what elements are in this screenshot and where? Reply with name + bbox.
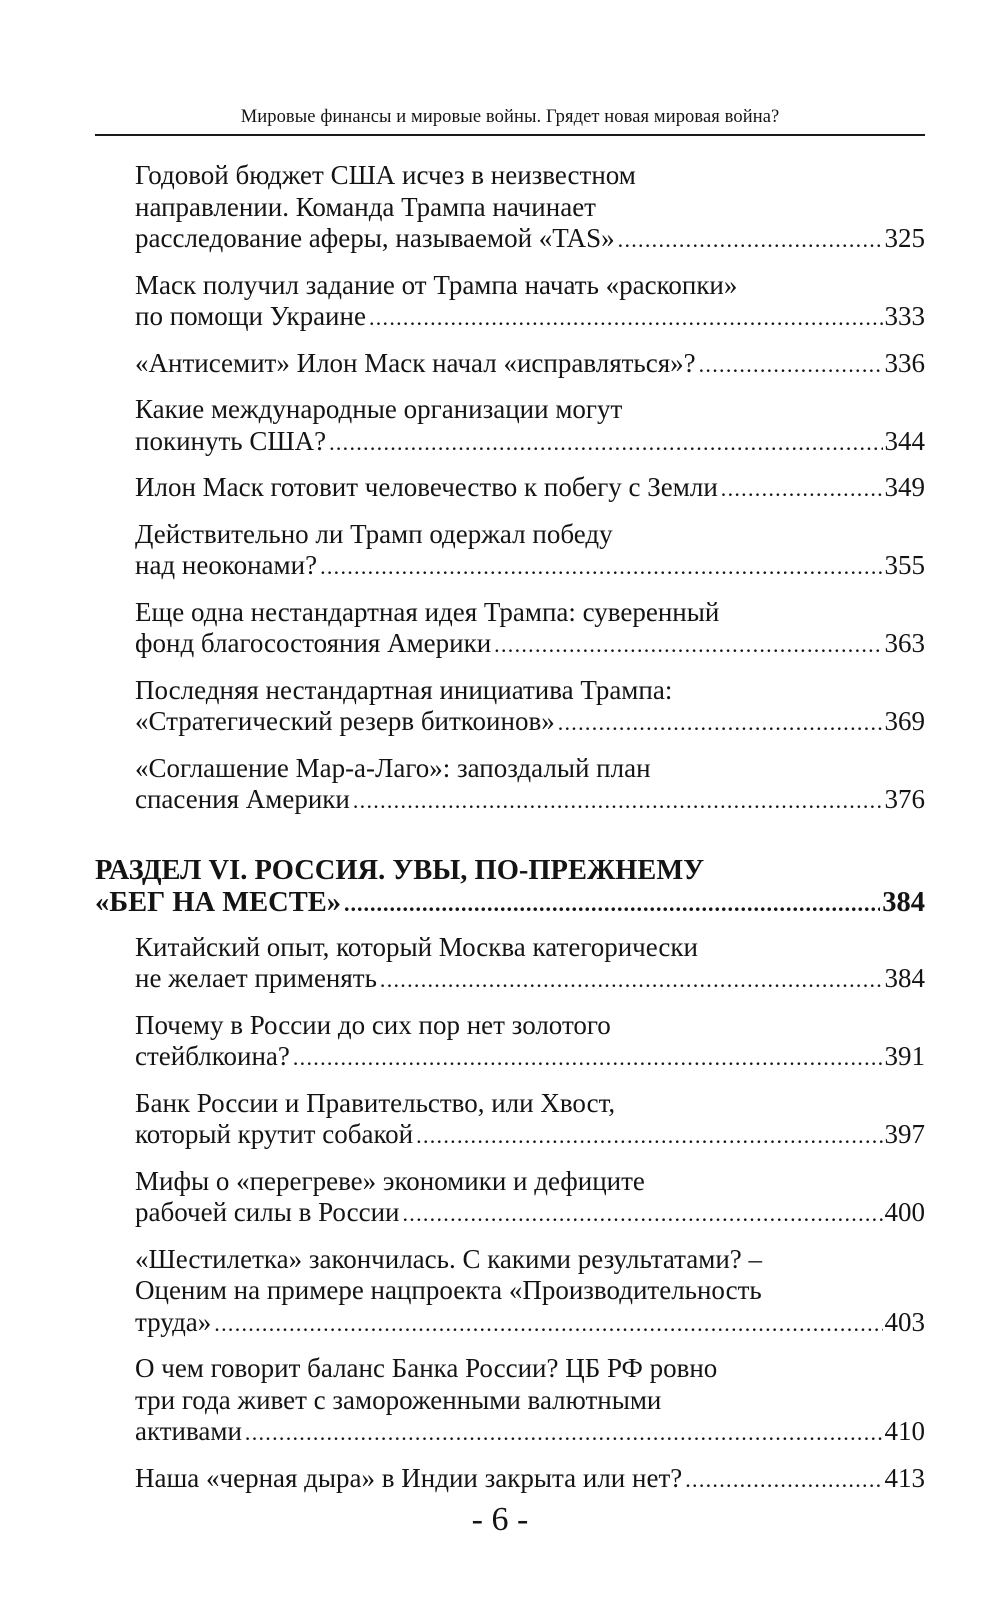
toc-entry-last-line [135,223,925,256]
toc-entry [95,753,925,817]
toc-page-number: 391 [884,1041,925,1071]
toc-entry [95,270,925,334]
toc-entry [95,1463,925,1496]
toc-entry-line: Годовой бюджет США исчез в неизвестном [135,160,636,190]
toc-entry-last-line [135,1463,925,1496]
toc-entry-line: Наша «черная дыра» в Индии закрыта или нет? [135,1462,683,1493]
toc-entry-line: стейблкоина? [135,1041,290,1071]
toc-entry-line: не желает применять [135,963,377,993]
toc-page-number: 384 [882,886,925,918]
toc-entry [95,932,925,996]
toc-entry-line: Маск получил задание от Трампа начать «раскопки» [135,269,738,300]
toc-entry-line: «Шестилетка» закончилась. С какими результатами? – [135,1243,763,1274]
dot-leader [380,964,883,996]
toc-entry [95,394,925,458]
toc-entry [95,1166,925,1230]
toc-entry-line: Последняя нестандартная инициатива Трампа: [135,674,673,705]
toc-entry-line: труда» [135,1306,212,1337]
toc-entry-line: рабочей силы в России [135,1197,400,1227]
dot-leader [699,349,883,381]
dot-leader [402,1198,882,1230]
dot-leader [558,707,883,739]
toc-entry-line: «Антисемит» Илон Маск начал «исправляться»? [135,347,696,378]
toc-entry-line: Оценим на примере нацпроекта «Производительность [135,1275,762,1305]
toc-entry-line: Действительно ли Трамп одержал победу [135,518,613,549]
toc-entry-line: три года живет с замороженными валютными [135,1384,662,1415]
toc-entry [95,348,925,381]
toc-page-number: 355 [884,550,925,580]
toc-entry-line: Китайский опыт, который Москва категорически [135,931,698,962]
running-header: Мировые финансы и мировые войны. Грядет новая мировая война? [95,100,925,136]
toc-entry-last-line [135,550,925,583]
toc-entry-last-line [135,1197,925,1230]
toc-page-number: 363 [884,628,925,658]
dot-leader [618,224,883,256]
toc-page-number: 344 [884,425,925,456]
toc-page-number: 325 [884,223,925,253]
table-of-contents [95,160,925,1509]
toc-page-number: 403 [884,1306,925,1337]
toc-entry-last-line [135,706,925,739]
toc-entry-last-line [135,1041,925,1074]
toc-entry-line: Почему в России до сих пор нет золотого [135,1009,611,1040]
toc-entry-last-line [135,1416,925,1449]
dot-leader [494,629,882,661]
toc-entry-last-line [135,301,925,334]
toc-page-number: 410 [884,1416,925,1446]
dot-leader [214,1308,882,1340]
toc-entry-line: фонд благосостояния Америки [135,628,492,658]
toc-entry-line: Еще одна нестандартная идея Трампа: суверенный [135,596,720,627]
toc-page-number: 336 [884,347,925,378]
page-number: - 6 - [471,1501,529,1538]
toc-entry [95,519,925,583]
toc-entry-line: покинуть США? [135,425,327,456]
toc-entry-line: расследование аферы, называемой «TAS» [135,223,615,253]
toc-page-number: 333 [884,301,925,331]
toc-section-heading [95,855,925,920]
toc-entry-last-line [135,1307,925,1340]
dot-leader [245,1417,883,1449]
toc-entry-last-line [135,472,925,505]
toc-entry-line: активами [135,1416,242,1446]
toc-page-number: 413 [884,1462,925,1493]
dot-leader [329,427,882,459]
toc-entry-line: спасения Америки [135,784,350,814]
toc-entry-line: Мифы о «перегреве» экономики и дефиците [135,1165,645,1196]
toc-entry-last-line [135,1119,925,1152]
toc-entry-line: О чем говорит баланс Банка России? ЦБ РФ ровно [135,1353,718,1383]
toc-entry-line: который крутит собакой [135,1119,414,1149]
toc-entry-line: «БЕГ НА МЕСТЕ» [95,886,341,918]
toc-entry-line: над неоконами? [135,550,318,580]
dot-leader [293,1042,883,1074]
dot-leader [353,785,883,817]
toc-entry-last-line [135,426,925,459]
toc-entry-line: РАЗДЕЛ VI. РОССИЯ. УВЫ, ПО-ПРЕЖНЕМУ [95,854,705,886]
dot-leader [721,473,883,505]
toc-entry-line: «Стратегический резерв биткоинов» [135,706,555,736]
dot-leader [369,302,883,334]
dot-leader [344,888,880,920]
toc-entry-last-line [135,784,925,817]
toc-entry-last-line [135,348,925,381]
toc-page-number: 400 [884,1197,925,1227]
dot-leader [685,1464,882,1496]
toc-entry-last-line [95,887,925,920]
dot-leader [320,551,882,583]
toc-entry-last-line [135,628,925,661]
toc-page-number: 349 [884,472,925,502]
toc-entry [95,597,925,661]
toc-entry-line: «Соглашение Мар-а-Лаго»: запоздалый план [135,752,651,783]
toc-entry-line: Какие международные организации могут [135,394,623,424]
toc-page-number: 376 [884,784,925,814]
toc-entry-last-line [135,963,925,996]
toc-entry [95,472,925,505]
toc-entry [95,1088,925,1152]
dot-leader [416,1120,882,1152]
toc-entry [95,675,925,739]
toc-page-number: 397 [884,1119,925,1149]
toc-entry [95,1244,925,1340]
toc-entry [95,160,925,256]
toc-entry-line: направлении. Команда Трампа начинает [135,191,596,222]
toc-entry-line: Илон Маск готовит человечество к побегу с Земли [135,472,718,502]
toc-page-number: 369 [884,706,925,736]
toc-page-number: 384 [884,963,925,993]
toc-entry-line: по помощи Украине [135,301,366,331]
toc-entry [95,1010,925,1074]
toc-entry-line: Банк России и Правительство, или Хвост, [135,1087,616,1118]
toc-entry [95,1353,925,1449]
